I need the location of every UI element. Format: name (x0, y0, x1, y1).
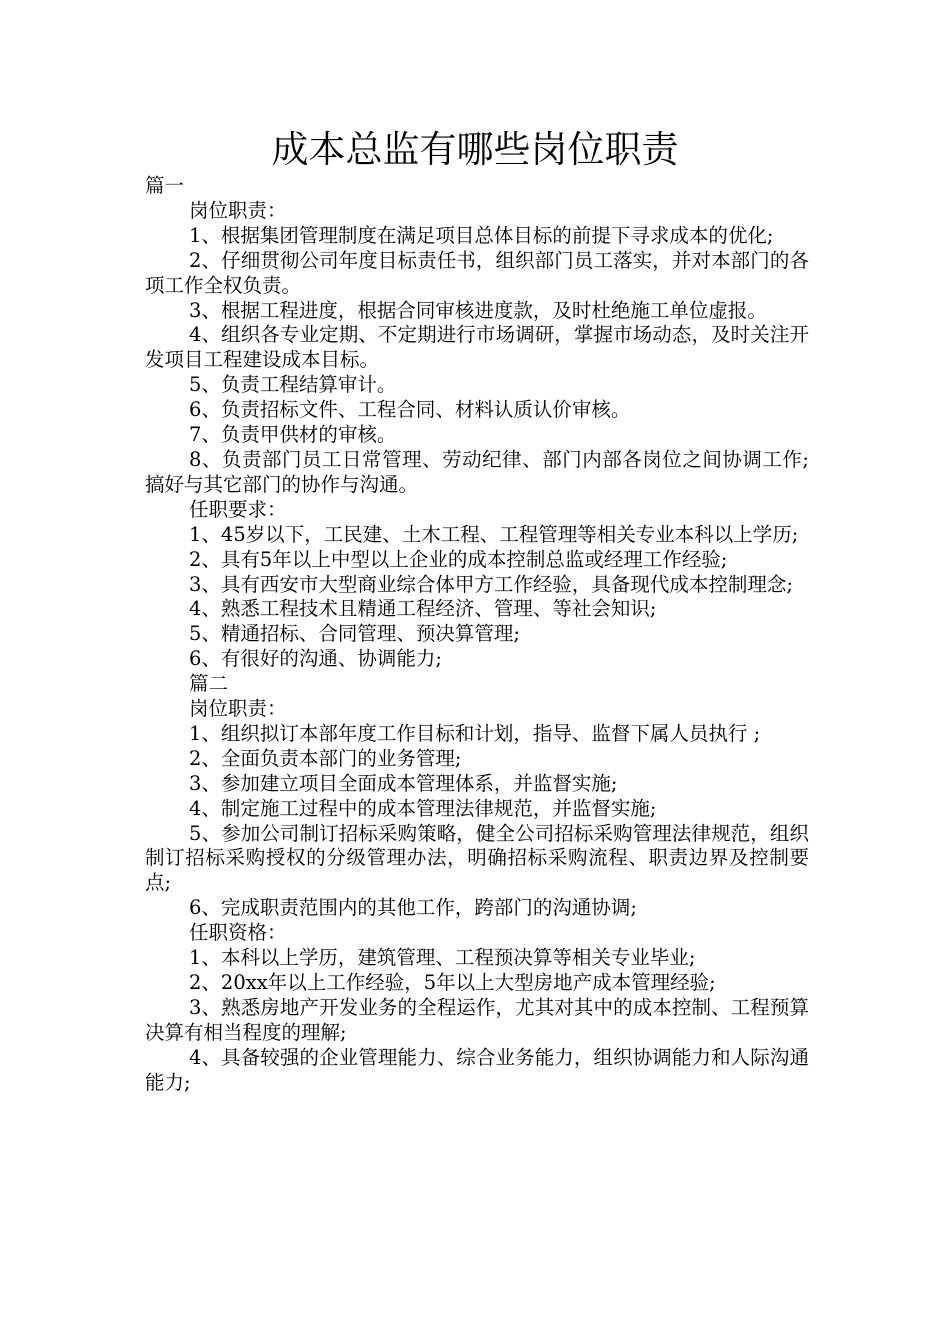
paragraph: 5、参加公司制订招标采购策略，健全公司招标采购管理法律规范，组织制订招标采购授权的分级管理办法，明确招标采购流程、职责边界及控制要点; (145, 821, 809, 895)
paragraph: 3、熟悉房地产开发业务的全程运作，尤其对其中的成本控制、工程预算决算有相当程度的理解; (145, 995, 809, 1044)
paragraph: 8、负责部门员工日常管理、劳动纪律、部门内部各岗位之间协调工作;搞好与其它部门的协作与沟通。 (145, 447, 809, 496)
paragraph: 6、完成职责范围内的其他工作，跨部门的沟通协调; (189, 896, 637, 920)
document-body (145, 174, 809, 1096)
paragraph: 6、有很好的沟通、协调能力; (189, 647, 442, 671)
paragraph: 1、45岁以下，工民建、土木工程、工程管理等相关专业本科以上学历; (189, 522, 799, 546)
paragraph: 5、负责工程结算审计。 (189, 373, 397, 397)
paragraph: 2、具有5年以上中型以上企业的成本控制总监或经理工作经验; (189, 547, 728, 571)
paragraph: 7、负责甲供材的审核。 (189, 423, 397, 447)
paragraph: 3、具有西安市大型商业综合体甲方工作经验，具备现代成本控制理念; (189, 572, 793, 596)
paragraph: 4、熟悉工程技术且精通工程经济、管理、等社会知识; (189, 597, 657, 621)
paragraph: 2、20xx年以上工作经验，5年以上大型房地产成本管理经验; (189, 971, 716, 994)
paragraph: 1、本科以上学历，建筑管理、工程预决算等相关专业毕业; (189, 946, 696, 970)
paragraph: 4、具备较强的企业管理能力、综合业务能力，组织协调能力和人际沟通能力; (145, 1045, 809, 1094)
paragraph: 4、组织各专业定期、不定期进行市场调研，掌握市场动态，及时关注开发项目工程建设成本目标。 (145, 323, 809, 372)
paragraph: 1、根据集团管理制度在满足项目总体目标的前提下寻求成本的优化; (189, 223, 774, 247)
paragraph: 1、组织拟订本部年度工作目标和计划，指导、监督下属人员执行 ; (189, 721, 761, 745)
paragraph: 2、仔细贯彻公司年度目标责任书，组织部门员工落实，并对本部门的各项工作全权负责。 (145, 248, 809, 297)
document-title: 成本总监有哪些岗位职责 (271, 128, 679, 171)
paragraph: 任职资格： (189, 921, 287, 945)
paragraph: 3、参加建立项目全面成本管理体系，并监督实施; (189, 771, 618, 795)
paragraph: 6、负责招标文件、工程合同、材料认质认价审核。 (189, 398, 631, 422)
paragraph: 篇二 (189, 672, 229, 696)
paragraph: 3、根据工程进度，根据合同审核进度款，及时杜绝施工单位虚报。 (189, 298, 767, 322)
paragraph: 岗位职责： (189, 198, 287, 222)
paragraph: 5、精通招标、合同管理、预决算管理; (189, 622, 520, 646)
paragraph: 任职要求： (189, 497, 287, 521)
paragraph: 2、全面负责本部门的业务管理; (189, 746, 462, 770)
paragraph: 篇一 (145, 174, 185, 197)
paragraph: 岗位职责： (189, 697, 287, 721)
paragraph: 4、制定施工过程中的成本管理法律规范，并监督实施; (189, 796, 657, 820)
